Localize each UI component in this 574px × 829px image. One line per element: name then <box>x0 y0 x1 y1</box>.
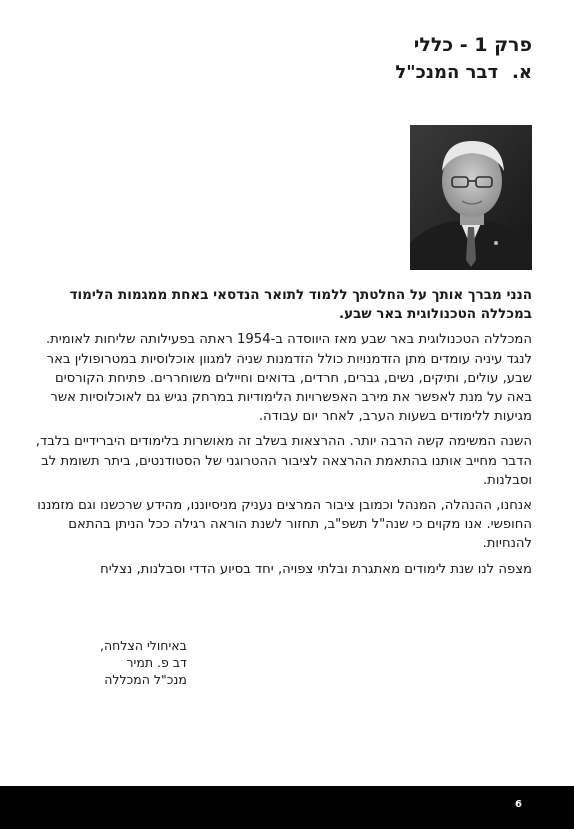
paragraph-2: השנה המשימה קשה הרבה יותר. ההרצאות בשלב זה מאושרות בלימודים היברידיים בלבד, הדבר מחייב אותנו בהתאמת ההרצאה לציבור ההטרוגני של הסטודנטים, ביתר תשומת לב וסבלנות. <box>35 434 532 488</box>
signature-name: דב פ. תמיר <box>126 655 187 670</box>
section-heading <box>395 62 532 83</box>
portrait-image <box>410 125 532 270</box>
paragraph-4: מצפה לנו שנת לימודים מאתגרת ובלתי צפויה, יחד בסיוע הדדי וסבלנות, נצליח <box>100 561 532 577</box>
paragraph-1: המכללה הטכנולוגית באר שבע מאז היווסדה ב-1954 ראתה בפעילותה שליחות לאומית. לנגד עיניה עומדים מתן הזדמנויות כולל הזדמנות שניה למגוון אוכלוסיות במטרופולין באר שבע, עולים, ותיקים, נשים, גברים, חרדים, בדואים וחיילים משוחררים. פתיחת הקורסים באה על מנת לאפשר את מירב האפשרויות הלימודיות במרחק נגיש גם לאוכלוסיות אשר מגיעות ללימודים בשעות הערב, לאחר יום עבודה. <box>45 332 532 425</box>
paragraph-3: אנחנו, ההנהלה, המנהל וכמובן ציבור המרצים נעניק מניסיוננו, מהידע שרכשנו וגם מזמננו החופשי. אנו מקוים כי שנה"ל תשפ"ב, תחזור לשנת הוראה רגילה ככל הניתן בהתאם להנחיות. <box>37 498 532 552</box>
section-title: דבר המנכ"ל <box>395 62 499 83</box>
signature-greeting: באיחולי הצלחה, <box>100 638 187 653</box>
signature-block <box>100 637 187 688</box>
page-number: 6 <box>515 799 522 810</box>
chapter-title: פרק 1 - כללי <box>413 34 532 56</box>
signature-role: מנכ"ל המכללה <box>104 672 187 687</box>
footer-bar <box>0 786 574 829</box>
letter-body <box>32 286 532 585</box>
lead-paragraph: הנני מברך אותך על החלטתך ללמוד לתואר הנדסאי באחת ממגמות הלימוד במכללה הטכנולוגית באר שבע. <box>69 287 532 323</box>
ceo-photo <box>410 125 532 270</box>
section-letter: א. <box>512 62 532 83</box>
